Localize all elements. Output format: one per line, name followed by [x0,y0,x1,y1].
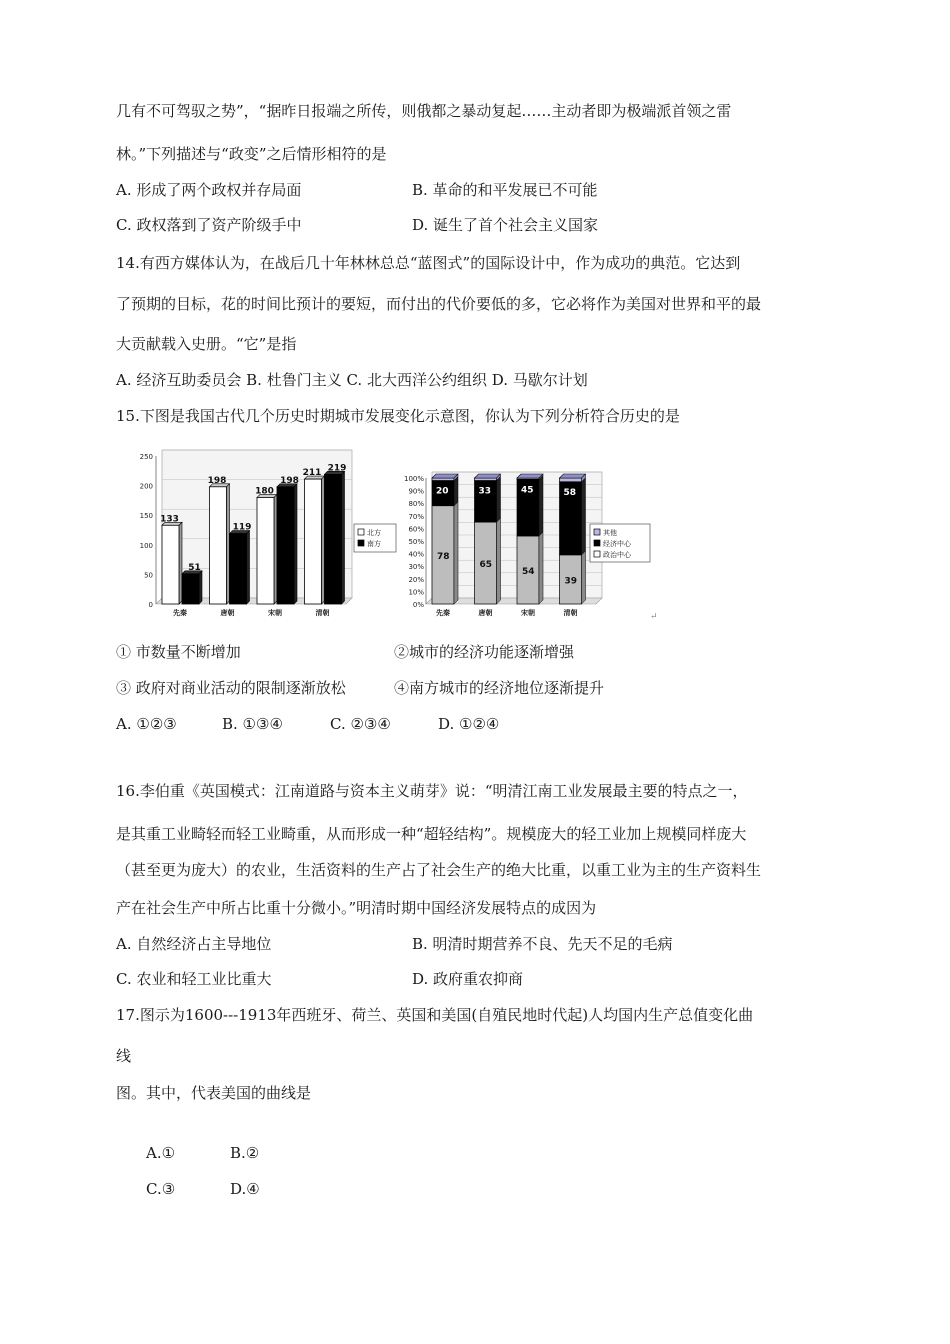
chart2-legend [590,524,650,562]
chart2-legend-swatch [594,551,600,557]
chart1-bar-side [227,484,230,604]
chart2-segment-side [539,475,543,536]
chart2-value-label: 58 [563,487,577,498]
chart2-segment-side [497,518,501,604]
q13-option-a[interactable]: A. 形成了两个政权并存局面 [116,181,302,199]
q15-charts-svg [116,447,676,627]
q15-statement-2: ②城市的经济功能逐渐增强 [394,643,575,661]
q15-option-d[interactable]: D. ①②④ [438,715,500,733]
chart1-category-label: 唐朝 [220,609,235,617]
chart2-segment [432,478,454,481]
chart1-bar-side [294,484,297,604]
chart2-segment-side [582,478,586,555]
chart2-value-label: 39 [564,576,578,587]
chart1-bar-side [274,494,277,604]
chart2-segment [560,478,582,482]
return-mark-icon: ↵ [650,612,658,622]
chart1-value-label: 119 [232,522,252,533]
chart1-y-tick: 200 [139,482,153,491]
chart2-y-tick: 0% [412,601,424,609]
chart1-category-label: 宋朝 [268,609,282,617]
chart2-bar-top [432,474,458,478]
chart2-legend-swatch [594,540,600,546]
chart1-category-label: 清朝 [315,609,330,617]
chart1-value-label: 219 [327,463,347,474]
chart1-legend-label: 南方 [367,540,381,548]
chart2-value-label: 20 [436,486,449,497]
chart2-segment-side [497,477,501,523]
chart1-bar [210,487,227,604]
chart2-value-label: 54 [522,566,535,577]
q15-option-c[interactable]: C. ②③④ [330,715,391,733]
chart2-segment-side [539,532,543,604]
q17-stem-line2: 线 [116,1047,132,1065]
chart2-segment-side [454,477,458,506]
q16-stem-line3: （甚至更为庞大）的农业，生活资料的生产占了社会生产的绝大比重，以重工业为主的生产资料生 [116,861,762,879]
chart2-legend-label: 其他 [603,529,617,537]
q14-stem-line3: 大贡献载入史册。“它”是指 [116,335,297,353]
chart1-value-label: 180 [255,486,274,497]
chart2-y-tick: 90% [408,487,424,496]
chart1-value-label: 211 [302,468,322,479]
chart2-value-label: 78 [437,551,450,562]
q17-option-c[interactable]: C.③ [146,1180,176,1198]
q15-statement-3: ③ 政府对商业活动的限制逐渐放松 [116,679,346,697]
q16-stem-line2: 是其重工业畸轻而轻工业畸重，从而形成一种“超轻结构”。规模庞大的轻工业加上规模同样庞大 [116,825,747,843]
q13-stem-line2: 林。”下列描述与“政变”之后情形相符的是 [116,145,387,163]
q15-option-b[interactable]: B. ①③④ [222,715,283,733]
chart1-legend [354,524,396,552]
q16-stem-line1: 16.李伯重《英国模式：江南道路与资本主义萌芽》说：“明清江南工业发展最主要的特点之一， [116,782,748,800]
chart1-bar [325,474,342,604]
q15-charts [116,447,676,627]
chart1-bar [162,525,179,604]
chart1-bar-side [179,522,182,604]
q13-option-c[interactable]: C. 政权落到了资产阶级手中 [116,216,302,234]
chart1-bar-side [199,571,202,604]
chart2-y-tick: 80% [408,500,424,509]
chart1-bar-side [322,476,325,604]
chart2-value-label: 45 [521,485,534,496]
q15-option-a[interactable]: A. ①②③ [116,715,177,733]
q16-option-d[interactable]: D. 政府重农抑商 [412,970,524,988]
chart2-category-label: 唐朝 [478,609,493,617]
chart1-bar-side [342,471,345,604]
chart2-segment-side [454,502,458,604]
chart1-legend-swatch [358,529,364,535]
q14-stem-line1: 14.有西方媒体认为，在战后几十年林林总总“蓝图式”的国际设计中，作为成功的典范。它达到 [116,254,741,272]
q14-options[interactable]: A. 经济互助委员会 B. 杜鲁门主义 C. 北大西洋公约组织 D. 马歇尔计划 [116,371,588,389]
chart1-category-label: 先秦 [173,609,187,617]
chart2-y-tick: 100% [403,475,424,483]
chart2-y-tick: 40% [408,550,424,559]
q16-option-c[interactable]: C. 农业和轻工业比重大 [116,970,272,988]
chart1-y-tick: 100 [139,541,153,550]
q15-stem: 15.下图是我国古代几个历史时期城市发展变化示意图，你认为下列分析符合历史的是 [116,407,680,425]
q15-statement-4: ④南方城市的经济地位逐渐提升 [394,679,605,697]
chart2-value-label: 33 [478,486,492,497]
q13-stem-line1: 几有不可驾驭之势”，“据昨日报端之所传，则俄都之暴动复起……主动者即为极端派首领之雷 [116,102,732,120]
chart2-y-tick: 60% [408,525,424,534]
chart1-bar-side [247,531,250,604]
chart2-bar-top [475,474,501,478]
chart2-y-tick: 50% [408,538,424,546]
q16-option-b[interactable]: B. 明清时期营养不良、先天不足的毛病 [412,935,673,953]
q13-option-d[interactable]: D. 诞生了首个社会主义国家 [412,216,599,234]
q17-stem-line3: 图。其中，代表美国的曲线是 [116,1084,312,1102]
chart1-bar [305,479,322,604]
chart1-bar [277,487,294,604]
chart2-legend-label: 经济中心 [603,540,631,548]
chart1-bar [182,574,199,604]
chart2-segment-side [582,551,586,604]
q15-statement-1: ① 市数量不断增加 [116,643,241,661]
chart1-value-label: 198 [207,475,227,486]
chart2-category-label: 清朝 [563,609,578,617]
chart2-legend-swatch [594,529,600,535]
chart1-value-label: 133 [160,514,179,525]
chart1-y-tick: 0 [148,601,153,609]
chart1-legend-swatch [358,540,364,546]
q13-option-b[interactable]: B. 革命的和平发展已不可能 [412,181,598,199]
chart1-y-tick: 150 [139,512,153,521]
chart2-bar-top [560,474,586,478]
chart1-value-label: 198 [280,475,299,486]
chart2-y-tick: 10% [408,588,424,597]
chart2-y-tick: 30% [408,563,424,572]
chart-city-function [404,472,650,617]
chart1-legend-label: 北方 [367,529,381,537]
q16-stem-line4: 产在社会生产中所占比重十分微小。”明清时期中国经济发展特点的成因为 [116,899,597,917]
q17-option-d[interactable]: D.④ [230,1180,260,1198]
chart2-bar-top [517,474,543,478]
chart1-y-tick: 50 [144,571,153,580]
chart2-y-tick: 20% [408,575,424,584]
chart1-bar [230,534,247,604]
chart1-bar [257,497,274,604]
q17-stem-line1: 17.图示为1600---1913年西班牙、荷兰、英国和美国(自殖民地时代起)人均国内生产总值变化曲 [116,1006,754,1024]
chart2-legend-label: 政治中心 [603,551,631,559]
q14-stem-line2: 了预期的目标，花的时间比预计的要短，而付出的代价要低的多，它必将作为美国对世界和平的最 [116,295,762,313]
chart2-y-tick: 70% [408,512,424,521]
chart2-category-label: 宋朝 [521,609,535,617]
q16-option-a[interactable]: A. 自然经济占主导地位 [116,935,272,953]
chart2-category-label: 先秦 [436,609,450,617]
chart1-value-label: 51 [188,562,201,573]
q17-option-b[interactable]: B.② [230,1144,260,1162]
chart-city-count [116,447,396,625]
chart2-segment [475,478,497,481]
chart1-y-tick: 250 [139,453,153,461]
chart2-value-label: 65 [479,560,493,571]
q17-option-a[interactable]: A.① [146,1144,176,1162]
